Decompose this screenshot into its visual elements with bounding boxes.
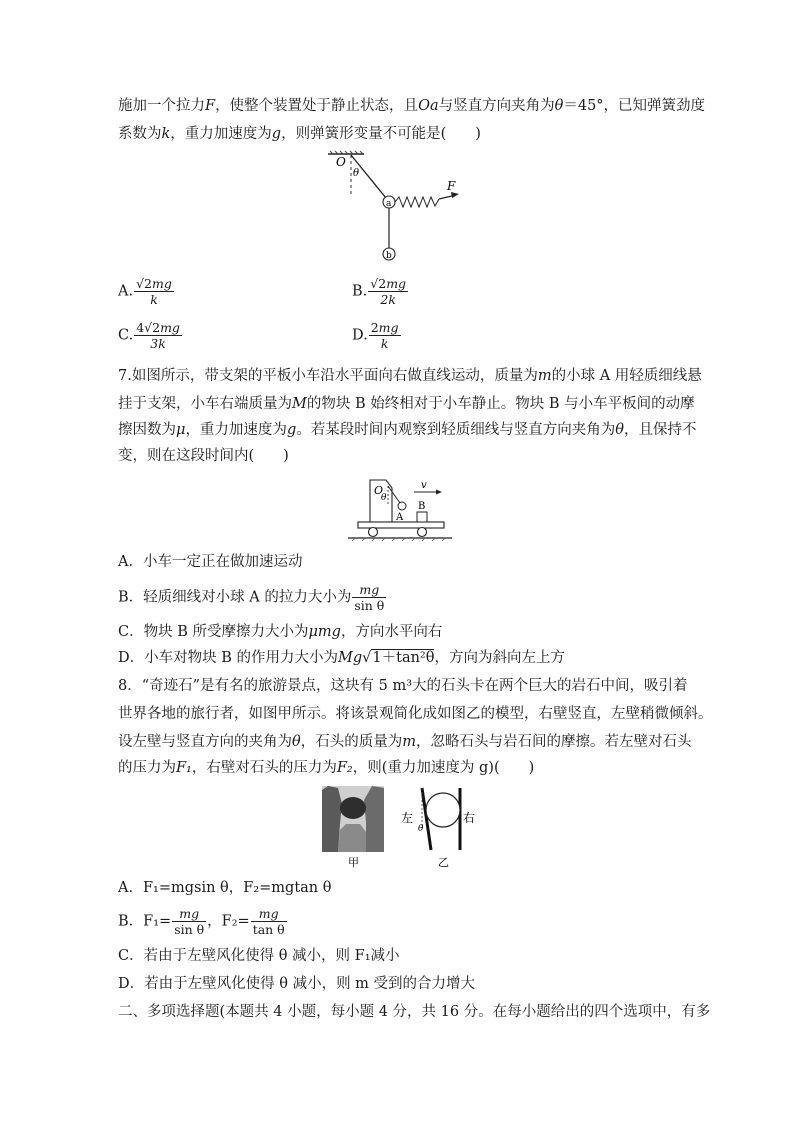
rock-right <box>364 786 384 852</box>
q8-stem-line1: 8．“奇迹石”是有名的旅游景点，这块有 5 m³大的石头卡在两个巨大的岩石中间，吸引着 <box>118 678 688 694</box>
label-A: A <box>396 512 404 523</box>
q6-pendulum-spring-figure <box>320 150 470 265</box>
label-theta: θ <box>381 493 387 503</box>
q7-stem-line2: 挂于支架，小车右端质量为M的物块 B 始终相对于小车静止。物块 B 与小车平板间的动摩 <box>118 396 695 412</box>
q8-option-B: B．F₁= $\frac{mg}{\text{sin θ}}$ ，F₂= $\frac{mg}{\text{tan θ}}$ <box>118 906 285 937</box>
label-left: 左 <box>401 811 414 825</box>
q7-option-D: D．小车对物块 B 的作用力大小为Mg√1＋tan²θ，方向为斜向左上方 <box>118 650 565 666</box>
q8-option-D: D．若由于左壁风化使得 θ 减小，则 m 受到的合力增大 <box>118 976 476 992</box>
label-F: F <box>447 179 456 193</box>
q8-option-C: C．若由于左壁风化使得 θ 减小，则 F₁减小 <box>118 948 400 964</box>
spring <box>395 197 439 207</box>
wheel-left <box>369 528 378 537</box>
rock-base <box>338 824 366 852</box>
q6-stem-line1: 施加一个拉力F，使整个装置处于静止状态，且Oa与竖直方向夹角为θ＝45°，已知弹簧劲度 <box>118 98 706 114</box>
q7-stem-line3: 擦因数为μ，重力加速度为g。若某段时间内观察到轻质细线与竖直方向夹角为θ，且保持不 <box>118 422 697 438</box>
ball-A <box>398 502 406 510</box>
label-right: 右 <box>463 811 476 825</box>
q6-option-D: D. $\frac{2mg}{k}$ <box>352 320 399 351</box>
wheel-right <box>418 528 427 537</box>
section-2-heading: 二、多项选择题(本题共 4 小题，每小题 4 分，共 16 分。在每小题给出的四个选项中，有多 <box>118 1004 711 1020</box>
q7-option-C: C．物块 B 所受摩擦力大小为μmg，方向水平向右 <box>118 624 443 640</box>
q8-option-A: A．F₁=mgsin θ，F₂=mgtan θ <box>118 880 332 896</box>
label-theta: θ <box>353 168 360 179</box>
label-O: O <box>336 155 346 169</box>
label-O: O <box>374 484 384 497</box>
q6-stem-line2: 系数为k，重力加速度为g，则弹簧形变量不可能是( ) <box>118 126 481 142</box>
label-b: b <box>386 251 392 261</box>
label-a: a <box>386 199 392 209</box>
q6-option-A: A. $\frac{√2mg}{k}$ <box>118 276 172 307</box>
q7-cart-figure <box>344 474 454 544</box>
label-B: B <box>418 501 426 512</box>
stone-circle <box>426 793 460 827</box>
q8-model-yi <box>398 784 480 870</box>
q7-option-A: A．小车一定正在做加速运动 <box>118 554 303 570</box>
q7-stem-line4: 变，则在这段时间内( ) <box>118 448 289 464</box>
label-theta: θ <box>418 824 424 834</box>
string <box>388 486 400 503</box>
q7-stem-line1: 7.如图所示，带支架的平板小车沿水平面向右做直线运动，质量为m的小球 A 用轻质细线悬 <box>118 368 702 384</box>
q8-photo-jia <box>320 784 392 870</box>
miracle-stone <box>340 797 366 819</box>
q8-stem-line4: 的压力为F₁，右壁对石头的压力为F₂，则(重力加速度为 g)( ) <box>118 760 535 776</box>
block-B <box>417 512 427 522</box>
q6-option-B: B. $\frac{√2mg}{2k}$ <box>352 276 407 307</box>
q6-option-C: C. $\frac{4√2mg}{3k}$ <box>118 320 180 351</box>
velocity-arrowhead <box>436 490 442 495</box>
label-v: v <box>421 480 427 491</box>
q8-stem-line2: 世界各地的旅行者，如图甲所示。将该景观简化成如图乙的模型，右壁竖直，左壁稍微倾斜。 <box>118 706 713 722</box>
q7-option-B: B．轻质细线对小球 A 的拉力大小为 $\frac{mg}{\text{sin θ}}$ <box>118 582 385 613</box>
q8-stem-line3: 设左壁与竖直方向的夹角为θ，石头的质量为m，忽略石头与岩石间的摩擦。若左壁对石头 <box>118 734 692 750</box>
caption-jia: 甲 <box>348 856 359 869</box>
caption-yi: 乙 <box>438 856 449 869</box>
